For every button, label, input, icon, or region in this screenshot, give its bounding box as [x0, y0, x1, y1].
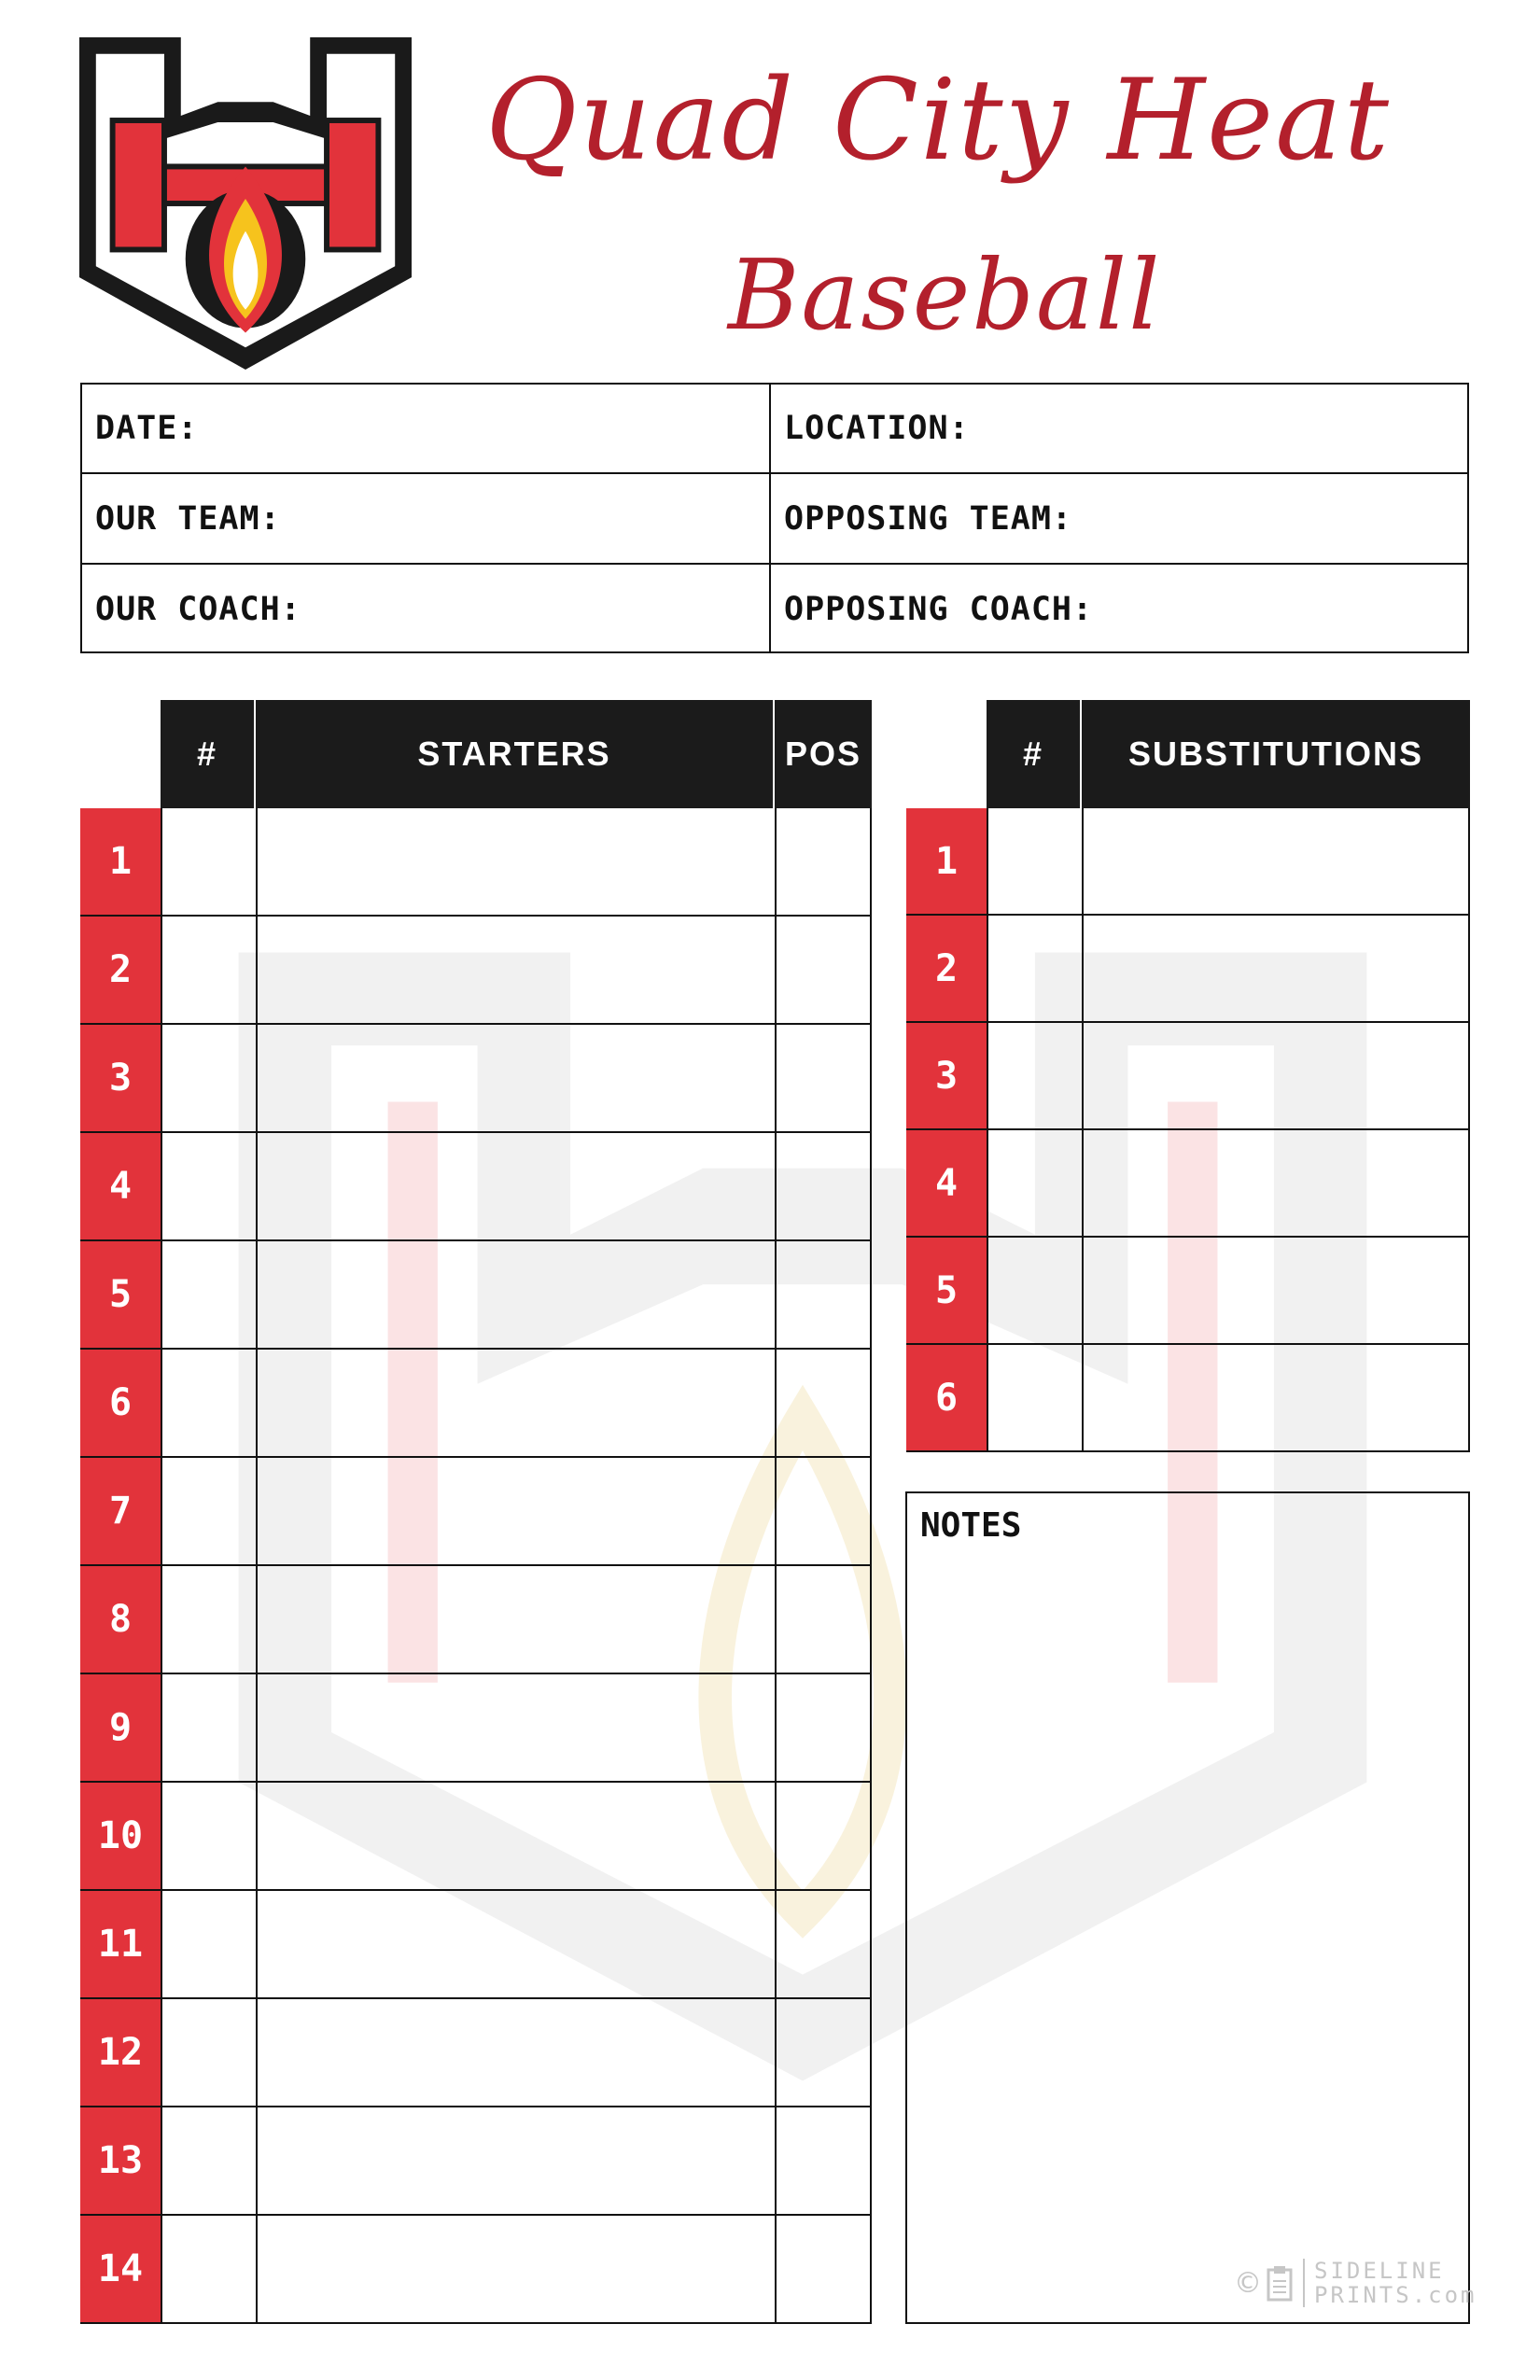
location-label: LOCATION:: [784, 410, 970, 447]
starter-player-name-cell[interactable]: [256, 808, 777, 917]
sub-jersey-number-cell[interactable]: [987, 1130, 1084, 1238]
starter-player-name-cell[interactable]: [256, 1674, 777, 1783]
starter-position-cell[interactable]: [775, 1783, 872, 1891]
sub-row-number: 6: [906, 1345, 987, 1452]
our-coach-field[interactable]: [82, 565, 771, 653]
starter-player-name-cell[interactable]: [256, 1566, 777, 1674]
starter-player-name-cell[interactable]: [256, 1999, 777, 2107]
starter-position-cell[interactable]: [775, 1674, 872, 1783]
starters-header: STARTERS: [256, 700, 775, 808]
starter-jersey-number-cell[interactable]: [161, 1025, 258, 1133]
starter-row-number: 9: [80, 1674, 161, 1783]
starter-position-cell[interactable]: [775, 2216, 872, 2324]
position-header: POS: [775, 700, 872, 808]
our-team-field[interactable]: [82, 474, 771, 565]
starter-position-cell[interactable]: [775, 1350, 872, 1458]
sub-jersey-number-cell[interactable]: [987, 916, 1084, 1023]
starter-position-cell[interactable]: [775, 1133, 872, 1241]
sub-player-name-cell[interactable]: [1082, 916, 1470, 1023]
starter-jersey-number-cell[interactable]: [161, 1241, 258, 1350]
starters-number-header: #: [161, 700, 256, 808]
starter-player-name-cell[interactable]: [256, 1891, 777, 1999]
starter-position-cell[interactable]: [775, 917, 872, 1025]
starter-jersey-number-cell[interactable]: [161, 1350, 258, 1458]
starter-player-name-cell[interactable]: [256, 1783, 777, 1891]
starter-player-name-cell[interactable]: [256, 2216, 777, 2324]
copyright-symbol: ©: [1234, 2266, 1262, 2300]
title-line-1: Quad City Heat: [485, 56, 1391, 186]
starter-jersey-number-cell[interactable]: [161, 2107, 258, 2216]
starter-position-cell[interactable]: [775, 1025, 872, 1133]
opposing-team-label: OPPOSING TEAM:: [784, 499, 1073, 538]
starter-position-cell[interactable]: [775, 1458, 872, 1566]
starter-jersey-number-cell[interactable]: [161, 917, 258, 1025]
sub-jersey-number-cell[interactable]: [987, 1238, 1084, 1345]
starter-player-name-cell[interactable]: [256, 917, 777, 1025]
starter-row-number: 3: [80, 1025, 161, 1133]
starter-row-number: 6: [80, 1350, 161, 1458]
sub-row-number: 5: [906, 1238, 987, 1345]
clipboard-icon: [1266, 2264, 1294, 2302]
starter-row-number: 8: [80, 1566, 161, 1674]
sub-row-number: 1: [906, 808, 987, 916]
date-label: DATE:: [95, 410, 199, 447]
starter-row-number: 4: [80, 1133, 161, 1241]
brand-line-1: SIDELINE: [1314, 2258, 1445, 2284]
starter-jersey-number-cell[interactable]: [161, 1891, 258, 1999]
brand-line-2: PRINTS.com: [1314, 2282, 1477, 2308]
starter-jersey-number-cell[interactable]: [161, 2216, 258, 2324]
notes-box[interactable]: [905, 1491, 1470, 2324]
opposing-coach-label: OPPOSING COACH:: [784, 590, 1094, 628]
starter-jersey-number-cell[interactable]: [161, 808, 258, 917]
notes-label: NOTES: [920, 1506, 1022, 1545]
opposing-coach-field[interactable]: [771, 565, 1469, 653]
starter-position-cell[interactable]: [775, 1241, 872, 1350]
starter-position-cell[interactable]: [775, 1891, 872, 1999]
opposing-team-field[interactable]: [771, 474, 1469, 565]
starter-player-name-cell[interactable]: [256, 2107, 777, 2216]
starter-jersey-number-cell[interactable]: [161, 1674, 258, 1783]
starter-position-cell[interactable]: [775, 808, 872, 917]
sub-row-number: 3: [906, 1023, 987, 1130]
starter-player-name-cell[interactable]: [256, 1350, 777, 1458]
starter-row-number: 11: [80, 1891, 161, 1999]
subs-number-header: #: [987, 700, 1082, 808]
sub-jersey-number-cell[interactable]: [987, 1023, 1084, 1130]
starter-position-cell[interactable]: [775, 1999, 872, 2107]
starter-jersey-number-cell[interactable]: [161, 1458, 258, 1566]
game-info-table: [80, 383, 1469, 653]
sub-jersey-number-cell[interactable]: [987, 1345, 1084, 1452]
sub-player-name-cell[interactable]: [1082, 1345, 1470, 1452]
brand-mark: [1234, 2259, 1477, 2307]
starter-row-number: 10: [80, 1783, 161, 1891]
sub-player-name-cell[interactable]: [1082, 1130, 1470, 1238]
sub-row-number: 2: [906, 916, 987, 1023]
sub-jersey-number-cell[interactable]: [987, 808, 1084, 916]
starter-row-number: 5: [80, 1241, 161, 1350]
our-coach-label: OUR COACH:: [95, 590, 301, 628]
starter-jersey-number-cell[interactable]: [161, 1783, 258, 1891]
starter-jersey-number-cell[interactable]: [161, 1566, 258, 1674]
starter-position-cell[interactable]: [775, 2107, 872, 2216]
title-line-2: Baseball: [728, 238, 1162, 352]
starter-row-number: 7: [80, 1458, 161, 1566]
location-field[interactable]: [771, 385, 1469, 474]
sub-row-number: 4: [906, 1130, 987, 1238]
starter-jersey-number-cell[interactable]: [161, 1999, 258, 2107]
starter-row-number: 1: [80, 808, 161, 917]
our-team-label: OUR TEAM:: [95, 499, 281, 538]
starter-player-name-cell[interactable]: [256, 1458, 777, 1566]
starter-player-name-cell[interactable]: [256, 1241, 777, 1350]
starter-position-cell[interactable]: [775, 1566, 872, 1674]
starter-player-name-cell[interactable]: [256, 1025, 777, 1133]
starter-row-number: 14: [80, 2216, 161, 2324]
date-field[interactable]: [82, 385, 771, 474]
sub-player-name-cell[interactable]: [1082, 1238, 1470, 1345]
substitutions-header: SUBSTITUTIONS: [1082, 700, 1470, 808]
starter-row-number: 13: [80, 2107, 161, 2216]
starter-jersey-number-cell[interactable]: [161, 1133, 258, 1241]
sub-player-name-cell[interactable]: [1082, 808, 1470, 916]
sub-player-name-cell[interactable]: [1082, 1023, 1470, 1130]
starter-row-number: 12: [80, 1999, 161, 2107]
starter-player-name-cell[interactable]: [256, 1133, 777, 1241]
team-logo: [78, 37, 413, 370]
starter-row-number: 2: [80, 917, 161, 1025]
